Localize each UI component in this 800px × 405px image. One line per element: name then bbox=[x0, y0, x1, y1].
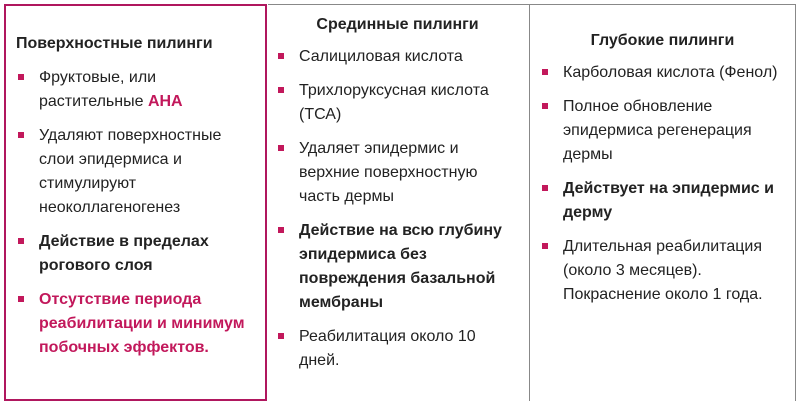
list-item bbox=[276, 325, 519, 373]
list-item bbox=[16, 124, 253, 220]
list-item-text: Трихлоруксусная кислота (ТСА) bbox=[299, 82, 489, 123]
column-heading: Глубокие пилинги bbox=[590, 32, 735, 49]
list-item-text: Длительная реабилитация (около 3 месяцев). Покраснение около 1 года. bbox=[563, 238, 763, 303]
list-item-text: Фруктовые, или растительные bbox=[39, 69, 157, 110]
square-bullet-icon bbox=[542, 185, 548, 191]
square-bullet-icon bbox=[18, 238, 24, 244]
list-item-text: Реабилитация около 10 дней. bbox=[299, 328, 476, 369]
feature-list bbox=[16, 66, 253, 360]
square-bullet-icon bbox=[278, 87, 284, 93]
list-item-text: Карболовая кислота (Фенол) bbox=[563, 64, 778, 81]
list-item bbox=[276, 45, 519, 69]
column-medium-peels bbox=[268, 4, 530, 401]
aha-highlight: АНА bbox=[147, 93, 183, 110]
list-item-text: Полное обновление эпидермиса регенерация дермы bbox=[563, 98, 752, 163]
list-item bbox=[276, 219, 519, 315]
list-item bbox=[540, 95, 785, 167]
square-bullet-icon bbox=[278, 333, 284, 339]
list-item bbox=[16, 66, 253, 114]
list-item-text: Салициловая кислота bbox=[299, 48, 463, 65]
column-heading: Срединные пилинги bbox=[316, 16, 479, 33]
list-item-text: Действует на эпидермис и дерму bbox=[563, 180, 774, 221]
list-item-text: Удаляет эпидермис и верхние поверхностную часть дермы bbox=[299, 140, 478, 205]
column-superficial-peels bbox=[4, 4, 267, 401]
square-bullet-icon bbox=[18, 296, 24, 302]
feature-list bbox=[540, 61, 785, 307]
list-item-text: Действие в пределах рогового слоя bbox=[39, 233, 209, 274]
square-bullet-icon bbox=[542, 69, 548, 75]
square-bullet-icon bbox=[278, 145, 284, 151]
square-bullet-icon bbox=[278, 53, 284, 59]
list-item bbox=[16, 230, 253, 278]
list-item bbox=[540, 177, 785, 225]
list-item-text: Действие на всю глубину эпидермиса без повреждения базальной мембраны bbox=[299, 222, 502, 311]
column-heading: Поверхностные пилинги bbox=[16, 35, 213, 52]
square-bullet-icon bbox=[542, 243, 548, 249]
square-bullet-icon bbox=[278, 227, 284, 233]
list-item-text: Отсутствие периода реабилитации и минимум побочных эффектов. bbox=[39, 291, 245, 356]
list-item bbox=[540, 235, 785, 307]
square-bullet-icon bbox=[18, 74, 24, 80]
feature-list bbox=[276, 45, 519, 373]
list-item bbox=[276, 79, 519, 127]
square-bullet-icon bbox=[542, 103, 548, 109]
list-item bbox=[276, 137, 519, 209]
list-item-text: Удаляют поверхностные слои эпидермиса и стимулируют неоколлагеногенез bbox=[39, 127, 222, 216]
list-item bbox=[16, 288, 253, 360]
column-deep-peels bbox=[530, 4, 796, 401]
square-bullet-icon bbox=[18, 132, 24, 138]
list-item bbox=[540, 61, 785, 85]
